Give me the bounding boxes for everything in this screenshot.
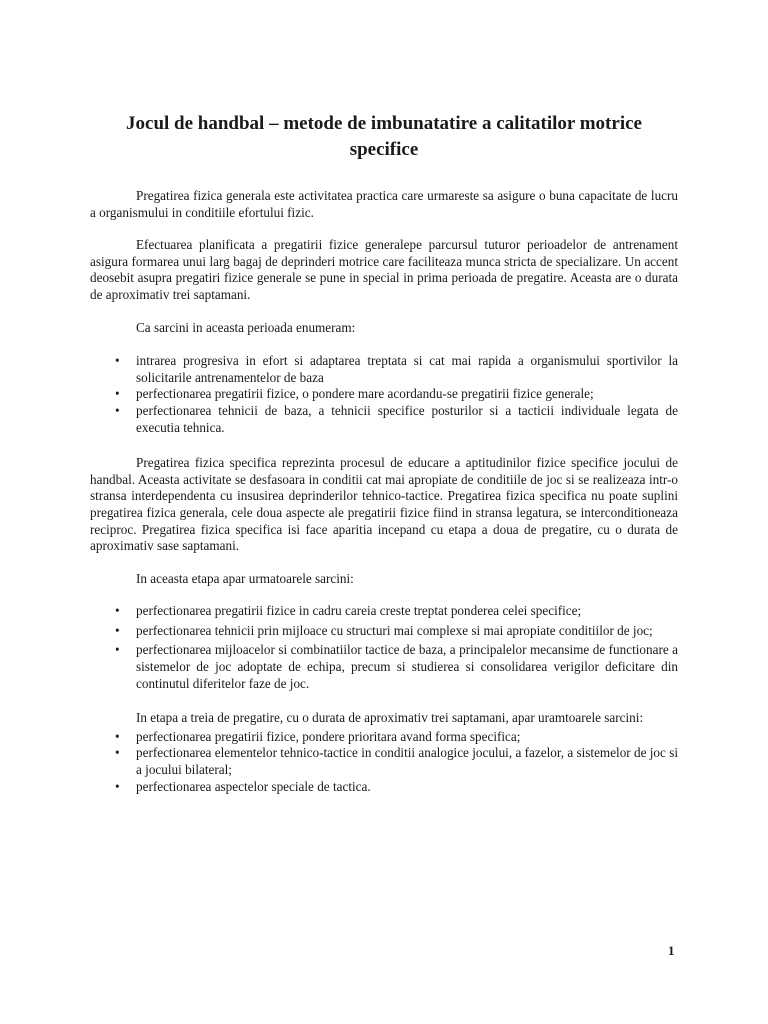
list-item — [90, 642, 678, 692]
paragraph-general-training: Pregatirea fizica generala este activitatea practica care urmareste sa asigure o buna capacitate de lucru a organismului in conditiile efortului fizic. — [90, 188, 678, 220]
bullet-icon: • — [115, 353, 120, 369]
list-item — [90, 386, 678, 403]
list-item-text: perfectionarea tehnicii de baza, a tehnicii specifice posturilor si a tacticii individuale legata de executia tehnica. — [136, 402, 678, 435]
bullet-icon: • — [115, 778, 120, 794]
list-item — [90, 779, 678, 796]
task-list-2 — [90, 603, 678, 692]
list-item-text: perfectionarea mijloacelor si combinatiilor tactice de baza, a principalelor mecansime de functionare a sistemelor de joc adoptate de echipa, precum si studierea si consolidarea verigilor deficitare din continutul diferitelor faze de joc. — [136, 642, 678, 691]
list-item — [90, 353, 678, 386]
paragraph-tasks-intro-2: In aceasta etapa apar urmatoarele sarcini: — [136, 570, 354, 586]
list-item-text: perfectionarea pregatirii fizice, pondere prioritara avand forma specifica; — [136, 728, 521, 744]
list-item-text: intrarea progresiva in efort si adaptarea treptata si cat mai rapida a organismului sportivilor la solicitarile antrenamentelor de baza — [136, 353, 678, 385]
bullet-icon: • — [115, 402, 120, 418]
task-list-3 — [90, 729, 678, 795]
list-item-text: perfectionarea pregatirii fizice in cadru careia creste treptat ponderea celei specifice; — [136, 603, 582, 619]
list-item — [90, 745, 678, 778]
bullet-icon: • — [115, 728, 120, 744]
list-item — [90, 603, 678, 620]
bullet-icon: • — [115, 603, 120, 619]
paragraph-tasks-intro-1: Ca sarcini in aceasta perioada enumeram: — [136, 319, 356, 335]
list-item — [90, 403, 678, 436]
paragraph-specific-training: Pregatirea fizica specifica reprezinta procesul de educare a aptitudinilor fizice specifice jocului de handbal. Aceasta activitate se desfasoara in conditii cat mai apropiate de conditiile de joc si se realizeaza intr-o stransa interdependenta cu insusirea deprinderilor tehnico-tactice. Pregatirea fizica specifica nu poate suplini pregatirea fizica generala, cele doua aspecte ale pregatirii fizice fiind in stransa legatura, se interconditioneaza reciproc. Pregatirea fizica specifica isi face aparitia incepand cu etapa a doua de pregatire, cu o durata de aproximativ sase saptamani. — [90, 455, 678, 554]
list-item-text: perfectionarea aspectelor speciale de tactica. — [136, 778, 371, 794]
list-item-text: perfectionarea pregatirii fizice, o pondere mare acordandu-se pregatirii fizice generale; — [136, 386, 594, 402]
page-number: 1 — [668, 943, 675, 958]
list-item — [90, 623, 678, 640]
bullet-icon: • — [115, 642, 120, 658]
paragraph-tasks-intro-3: In etapa a treia de pregatire, cu o durata de aproximativ trei saptamani, apar uramtoarele sarcini: — [136, 710, 644, 726]
list-item-text: perfectionarea tehnicii prin mijloace cu structuri mai complexe si mai apropiate conditiilor de joc; — [136, 622, 653, 638]
list-item — [90, 729, 678, 746]
bullet-icon: • — [115, 386, 120, 402]
bullet-icon: • — [115, 745, 120, 761]
paragraph-planning: Efectuarea planificata a pregatirii fizice generalepe parcursul tuturor perioadelor de antrenament asigura formarea unui larg bagaj de deprinderi motrice care faciliteaza munca stricta de specializare. Un accent deosebit asupra pregatiri fizice generale se pune in special in prima perioada de pregatire. Aceasta are o durata de aproximativ trei saptamani. — [90, 237, 678, 302]
task-list-1 — [90, 353, 678, 436]
list-item-text: perfectionarea elementelor tehnico-tactice in conditii analogice jocului, a fazelor, a sistemelor de joc si a jocului bilateral; — [136, 745, 678, 778]
document-title: Jocul de handbal – metode de imbunatatire a calitatilor motrice specifice — [126, 113, 642, 160]
bullet-icon: • — [115, 622, 120, 638]
